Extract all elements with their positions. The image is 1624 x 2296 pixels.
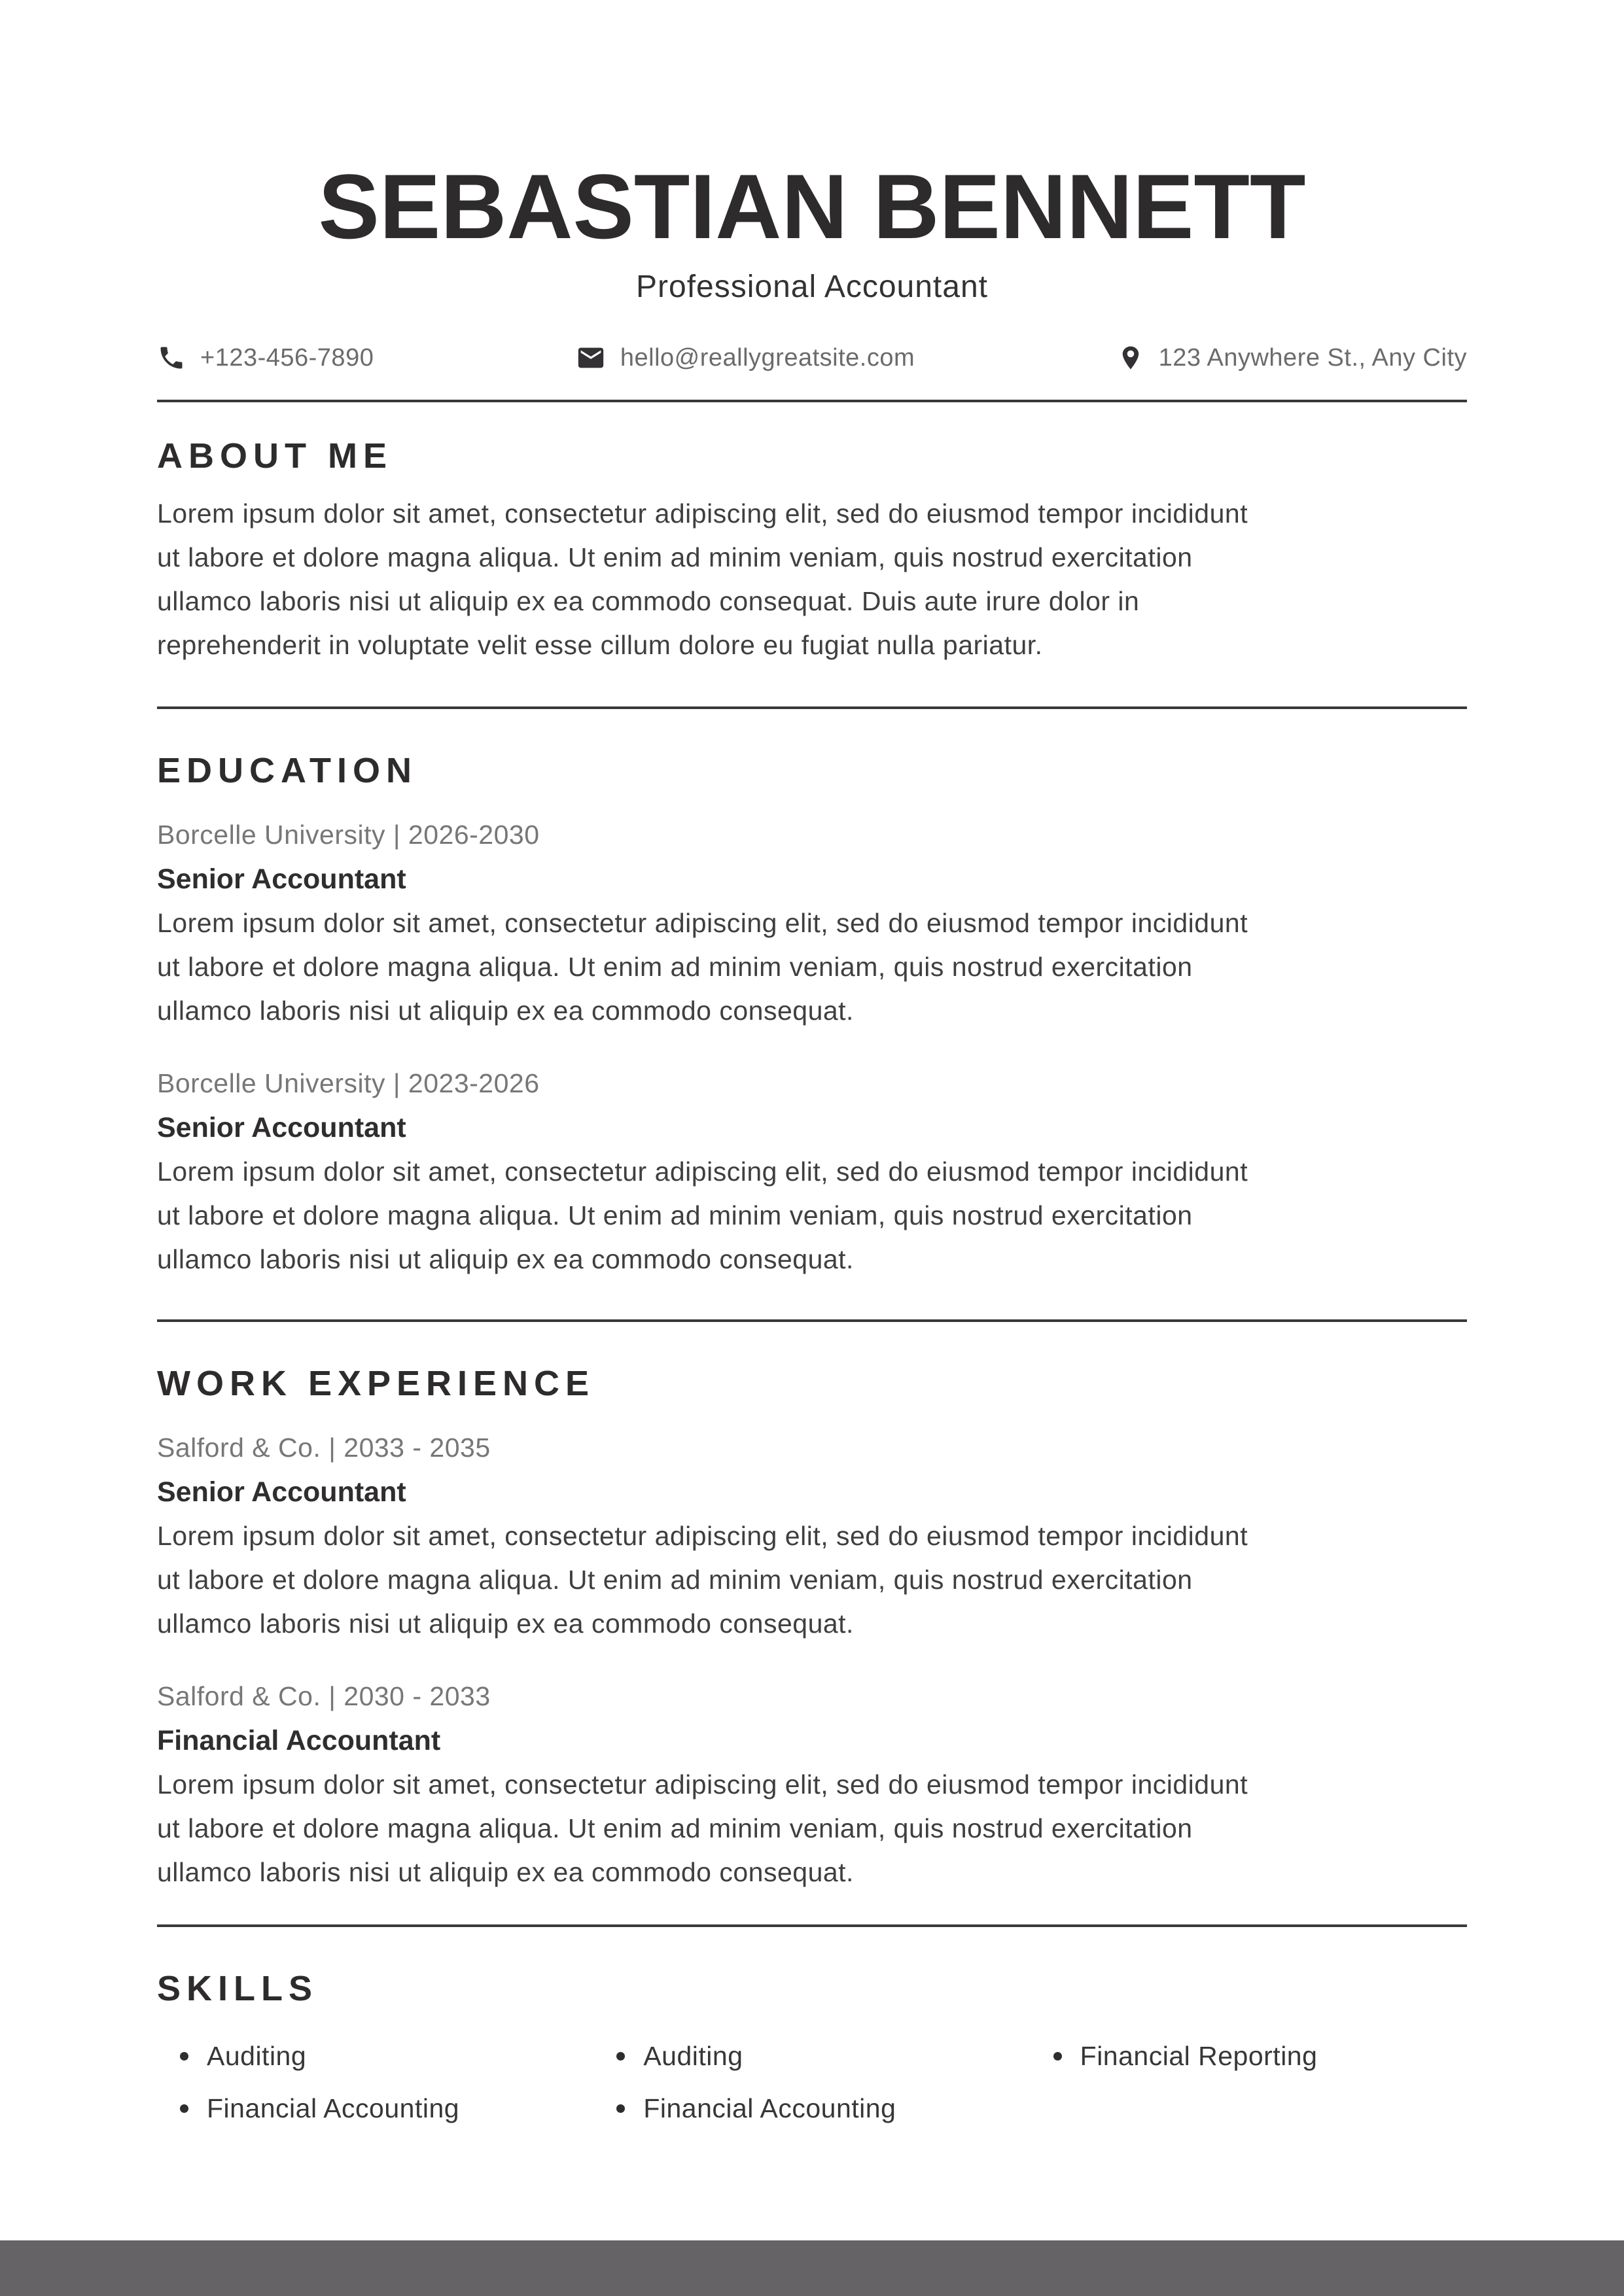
section-skills <box>157 1968 1467 2134</box>
about-text-line: ullamco laboris nisi ut aliquip ex ea commodo consequat. Duis aute irure dolor in <box>157 586 1140 616</box>
bullet-icon <box>180 2052 188 2061</box>
work-text-line: ut labore et dolore magna aliqua. Ut enim ad minim veniam, quis nostrud exercitation <box>157 1813 1193 1843</box>
education-entry <box>157 1066 1467 1281</box>
education-text-line: ut labore et dolore magna aliqua. Ut enim ad minim veniam, quis nostrud exercitation <box>157 1200 1193 1230</box>
work-experience-heading: WORK EXPERIENCE <box>157 1364 595 1403</box>
skills-column <box>1031 2030 1467 2134</box>
education-entry <box>157 817 1467 1033</box>
section-divider <box>157 706 1467 709</box>
education-heading: EDUCATION <box>157 751 417 790</box>
skill-label: Financial Accounting <box>207 2093 460 2123</box>
person-job-title: Professional Accountant <box>636 270 988 304</box>
skill-label: Financial Reporting <box>1080 2040 1318 2071</box>
about-me-paragraph <box>157 492 1467 667</box>
skills-column <box>593 2030 1030 2134</box>
education-text-line: ullamco laboris nisi ut aliquip ex ea commodo consequat. <box>157 1244 854 1274</box>
skill-item <box>1031 2030 1467 2082</box>
person-name: SEBASTIAN BENNETT <box>318 155 1306 258</box>
education-text-line: ut labore et dolore magna aliqua. Ut enim ad minim veniam, quis nostrud exercitation <box>157 952 1193 982</box>
work-job-title: Senior Accountant <box>157 1476 406 1508</box>
location-pin-icon <box>1117 341 1144 374</box>
about-text-line: reprehenderit in voluptate velit esse cillum dolore eu fugiat nulla pariatur. <box>157 630 1043 660</box>
skill-item <box>157 2082 593 2134</box>
bullet-icon <box>180 2104 188 2113</box>
education-degree-title: Senior Accountant <box>157 1112 406 1143</box>
skills-column <box>157 2030 593 2134</box>
work-job-title: Financial Accountant <box>157 1725 441 1756</box>
contact-email <box>576 343 915 373</box>
contact-address-label: 123 Anywhere St., Any City <box>1158 343 1467 372</box>
work-company-dates: Salford & Co. | 2033 - 2035 <box>157 1433 491 1463</box>
skills-heading: SKILLS <box>157 1969 319 2008</box>
about-text-line: Lorem ipsum dolor sit amet, consectetur adipiscing elit, sed do eiusmod tempor incididunt <box>157 498 1248 529</box>
education-school-dates: Borcelle University | 2023-2026 <box>157 1068 540 1098</box>
skill-item <box>157 2030 593 2082</box>
work-entry <box>157 1430 1467 1646</box>
contact-phone <box>157 343 374 372</box>
education-text-line: ullamco laboris nisi ut aliquip ex ea commodo consequat. <box>157 996 854 1026</box>
work-description <box>157 1514 1467 1646</box>
footer-accent-bar <box>0 2240 1624 2296</box>
section-about-me <box>157 435 1467 667</box>
section-education <box>157 750 1467 1281</box>
envelope-icon <box>576 343 606 373</box>
work-text-line: ut labore et dolore magna aliqua. Ut enim ad minim veniam, quis nostrud exercitation <box>157 1565 1193 1595</box>
bullet-icon <box>616 2104 625 2113</box>
education-text-line: Lorem ipsum dolor sit amet, consectetur adipiscing elit, sed do eiusmod tempor incididunt <box>157 1157 1248 1187</box>
contact-phone-label: +123-456-7890 <box>200 343 374 372</box>
bullet-icon <box>1053 2052 1062 2061</box>
education-degree-title: Senior Accountant <box>157 863 406 895</box>
work-description <box>157 1763 1467 1894</box>
contact-email-label: hello@reallygreatsite.com <box>620 343 915 372</box>
contact-row <box>157 341 1467 375</box>
bullet-icon <box>616 2052 625 2061</box>
section-divider <box>157 1319 1467 1322</box>
education-school-dates: Borcelle University | 2026-2030 <box>157 820 540 850</box>
work-company-dates: Salford & Co. | 2030 - 2033 <box>157 1681 491 1711</box>
work-text-line: ullamco laboris nisi ut aliquip ex ea commodo consequat. <box>157 1857 854 1887</box>
education-description <box>157 1150 1467 1281</box>
contact-address <box>1117 341 1467 374</box>
resume-header <box>157 0 1467 375</box>
work-entry <box>157 1679 1467 1894</box>
skill-item <box>593 2082 1030 2134</box>
about-me-heading: ABOUT ME <box>157 436 393 476</box>
skill-item <box>593 2030 1030 2082</box>
education-text-line: Lorem ipsum dolor sit amet, consectetur adipiscing elit, sed do eiusmod tempor incididunt <box>157 908 1248 938</box>
work-text-line: ullamco laboris nisi ut aliquip ex ea commodo consequat. <box>157 1609 854 1639</box>
skills-list <box>157 2030 1467 2134</box>
work-text-line: Lorem ipsum dolor sit amet, consectetur adipiscing elit, sed do eiusmod tempor incididunt <box>157 1769 1248 1800</box>
skill-label: Financial Accounting <box>643 2093 896 2123</box>
section-work-experience <box>157 1363 1467 1894</box>
phone-icon <box>157 343 186 372</box>
about-text-line: ut labore et dolore magna aliqua. Ut enim ad minim veniam, quis nostrud exercitation <box>157 542 1193 572</box>
skill-label: Auditing <box>643 2040 743 2071</box>
work-text-line: Lorem ipsum dolor sit amet, consectetur adipiscing elit, sed do eiusmod tempor incididunt <box>157 1521 1248 1551</box>
section-divider <box>157 400 1467 402</box>
section-divider <box>157 1924 1467 1927</box>
skill-label: Auditing <box>207 2040 307 2071</box>
education-description <box>157 901 1467 1033</box>
